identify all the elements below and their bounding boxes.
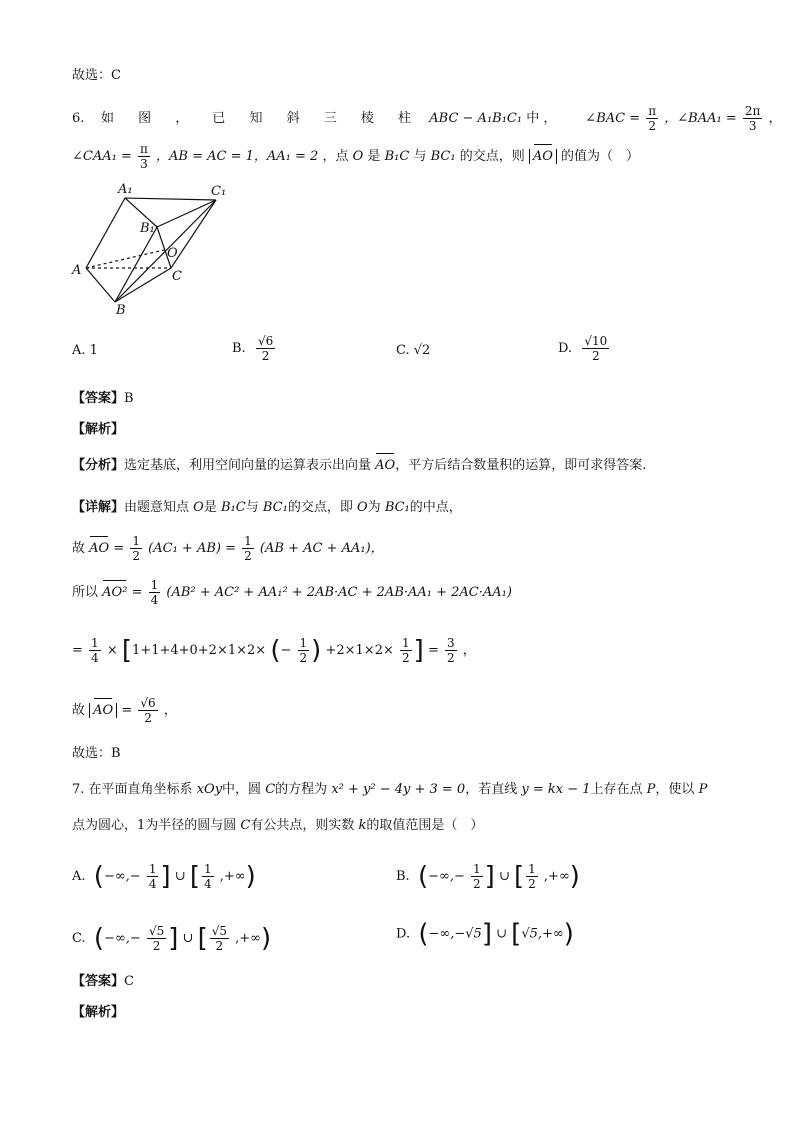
q6-option-d[interactable]: D. $\frac{√10}{2}$ <box>558 334 608 363</box>
q7-answer: 【答案】C <box>72 974 134 989</box>
q7-option-c[interactable]: C. (−∞,− $\frac{√5}{2}$ ] ∪ [ $\frac{√5}{2}$ ,+∞) <box>72 923 272 954</box>
q6-stem-line2 <box>72 142 639 171</box>
diag-b-c1 <box>115 200 216 302</box>
edge-b-b1 <box>115 227 157 302</box>
q6-fenxi: 【分析】选定基底，利用空间向量的运算表示出向量 AO，平方后结合数量积的运算，即可求得答案. <box>72 456 646 476</box>
q6-number: 6. <box>72 111 85 126</box>
q6-mid: 中 ， <box>526 111 557 126</box>
segment-a-o <box>86 250 164 268</box>
edge-a-b <box>86 268 115 302</box>
q6-equation-3: = $\frac{1}{4}$ × [1+1+4+0+2×1×2× (− $\frac{1}{2}$ ) +2×1×2× $\frac{1}{2}$ ] = $\frac{3}{2}$ ， <box>72 635 476 666</box>
q6-analysis-tag: 【解析】 <box>72 422 125 437</box>
q6-conditions: ，AB = AC = 1，AA₁ = 2 <box>156 149 319 164</box>
q7-stem-line2: 点为圆心，1为半径的圆与圆 C有公共点，则实数 k的取值范围是（ ） <box>72 818 484 833</box>
label-b1: B₁ <box>140 221 155 236</box>
q6-value-text: 的值为（ ） <box>561 149 640 164</box>
q6-is-text: 是 <box>367 149 381 164</box>
q6-equation-4: 故 AO = $\frac{√6}{2}$ ， <box>72 696 177 725</box>
q6-frac-2pi-3: $\frac{2\pi}{3}$ <box>744 104 761 133</box>
q7-option-a[interactable]: A. (−∞,− $\frac{1}{4}$ ] ∪ [ $\frac{1}{4}$ ,+∞) <box>72 861 256 892</box>
q6-and-text: 与 <box>413 149 427 164</box>
q6-angle-caa: ∠CAA₁ = <box>72 149 132 164</box>
q6-inter-text: 的交点，则 <box>459 149 525 164</box>
q6-frac-pi-3: $\frac{\pi}{3}$ <box>140 142 148 171</box>
prev-conclusion: 故选：C <box>72 68 121 83</box>
q6-point-o: O <box>352 149 364 164</box>
q7-option-d[interactable]: D. (−∞,−√5] ∪ [√5,+∞) <box>396 919 574 949</box>
label-c1: C₁ <box>211 184 227 199</box>
edge-a1-c1 <box>125 198 216 200</box>
q6-angle-baa: ，∠BAA₁ = <box>664 111 737 126</box>
q6-frac-pi-2: $\frac{\pi}{2}$ <box>648 104 657 133</box>
q6-stem-line1 <box>72 104 782 133</box>
q7-option-b[interactable]: B. (−∞,− $\frac{1}{2}$ ] ∪ [ $\frac{1}{2}$ ,+∞) <box>396 861 580 892</box>
q6-option-c[interactable]: C. √2 <box>396 343 431 358</box>
q7-stem-line1: 7. 在平面直角坐标系 xOy中，圆 C的方程为 x² + y² − 4y + 3 = 0，若直线 y = kx − 1上存在点 P，使以 P <box>72 782 708 797</box>
q6-prism: ABC − A₁B₁C₁ <box>429 111 523 126</box>
q6-abs-ao: AO <box>529 149 557 164</box>
q6-answer: 【答案】B <box>72 391 134 406</box>
q6-equation-2: 所以 AO² = $\frac{1}{4}$ (AB² + AC² + AA₁² + 2AB·AC + 2AB·AA₁ + 2AC·AA₁) <box>72 578 512 607</box>
q6-b1c: B₁C <box>384 149 410 164</box>
label-b: B <box>116 303 126 318</box>
label-a: A <box>72 263 82 278</box>
q6-xiangjie: 【详解】由题意知点 O是 B₁C与 BC₁的交点，即 O为 BC₁的中点， <box>72 500 462 515</box>
prism-figure <box>68 180 238 320</box>
q6-point-text: ，点 <box>322 149 349 164</box>
q6-option-a[interactable]: A. 1 <box>72 343 98 358</box>
label-a1: A₁ <box>118 182 133 197</box>
q6-bc1: BC₁ <box>430 149 456 164</box>
q6-angle-bac: ∠BAC = <box>585 111 641 126</box>
q6-conclusion: 故选：B <box>72 746 121 761</box>
edge-a-a1 <box>86 198 125 268</box>
q7-analysis-tag: 【解析】 <box>72 1005 125 1020</box>
q6-comma: ， <box>768 111 782 126</box>
label-o: O <box>167 246 178 261</box>
label-c: C <box>172 269 182 284</box>
q6-stem-text: 如 图 ， 已 知 斜 三 棱 柱 <box>100 111 421 126</box>
q6-option-b[interactable]: B. $\frac{√6}{2}$ <box>232 334 274 363</box>
q6-equation-1: 故 AO = $\frac{1}{2}$ (AC₁ + AB) = $\frac{1}{2}$ (AB + AC + AA₁)， <box>72 534 384 563</box>
